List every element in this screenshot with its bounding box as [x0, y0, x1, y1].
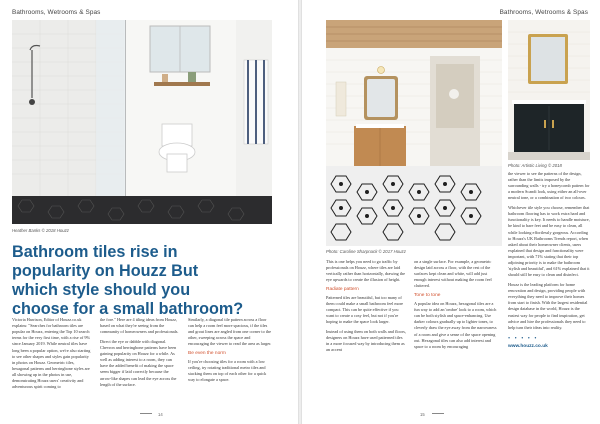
photo-caption: Heather Banks © 2018 Houzz: [12, 228, 69, 233]
photo-caption: Photo: Caroline Sharpnack © 2017 Houzz: [326, 249, 406, 254]
subheading: Be even the norm: [188, 351, 226, 357]
paragraph: This is one helps you need to go traffic by professionals on Houzz, where tiles are laid vertically rather than horizontally, drawing the eye upwards to create the illusion of height.: [326, 259, 406, 283]
paragraph: Patterned tiles are beautiful, but too many of them could make a small bathroom feel more compact. This can be quite effective if you want to create a cosy feel, but not if you're hoping to make the space look larger.: [326, 294, 404, 325]
running-head: Bathrooms, Wetrooms & Spas: [12, 9, 101, 16]
left-page: [0, 0, 298, 424]
article-column-1: [326, 259, 406, 357]
paragraph: on a single surface. For example, a geometric design laid across a floor, with the rest of the surfaces kept clean and white, will add just enough interest without making the room feel cluttered.: [414, 259, 492, 289]
article-column-3: [188, 317, 272, 387]
article-column-2: [414, 259, 498, 354]
folio-rule: [432, 413, 444, 414]
subheading: Radiate pattern: [326, 287, 359, 293]
bathroom-photo-illustration: [508, 20, 590, 160]
paragraph: A popular idea on Houzz, hexagonal tiles are a fun way to add an 'ombre' look to a room, which can be both stylish and space-enhancing. Use darker colours gradually up to lighter tones, to cleverly draw the eye away from the narrowness of a room and give a sense of the space opening out. Hexagonal tiles can also add interest and space to a room by encouraging: [414, 301, 497, 349]
right-page: [302, 0, 600, 424]
page-number: 14: [158, 412, 163, 417]
paragraph: Victoria Harrison, Editor of Houzz.co.uk explains: "Searches for bathroom tiles are popular on Houzz, entering the Top 10 search terms for the very first time, with a rise of 9% since January 2019. While neutral tiles have long been a popular option, we're also starting to see other shapes and styles gain popularity in photos on Houzz. Geometric tiles, hexagonal patterns and herringbone styles are all showing up in the photos in use, demonstrating Houzz users' creativity and adventurous spirit coming to: [12, 317, 91, 390]
bathroom-photo-hex-floor: [326, 20, 502, 246]
paragraph: Houzz is the leading platform for home renovation and design, providing people with everything they need to improve their homes from start to finish. With the largest residential design database in the world, Houzz is the easiest way for people to find inspiration, get advice and hire the professionals they need to help turn their ideas into reality.: [508, 282, 588, 330]
folio-rule: [140, 413, 152, 414]
page-number: 15: [420, 412, 425, 417]
subheading: Tone to tone: [414, 293, 441, 299]
bathroom-photo-white-tiles: [12, 20, 272, 224]
bathroom-photo-dark-vanity: [508, 20, 590, 160]
paragraph: the viewer to see the patterns of the design, rather than the limits imposed by the surrounding walls - try a honeycomb pattern for a modern Scandi look, using either an all-over neutral tone, or a combination of two colours.: [508, 171, 590, 201]
decorative-dots: • • • • •: [508, 335, 539, 342]
article-column-3: [508, 171, 590, 351]
photo-caption: Photo: Artistic Living © 2018: [508, 163, 562, 168]
paragraph: Instead of using them on both walls and floors, designers on Houzz have used patterned tiles in a more focused way by introducing them as an accent: [326, 329, 406, 353]
paragraph: the fore." Here are 4 tiling ideas from Houzz, based on what they're seeing from the community of homeowners and professionals.: [100, 317, 179, 335]
paragraph: Whichever tile style you choose, remember that bathroom flooring has to work extra hard and functionality is key. It needs to handle moisture, be kind to bare feet and be easy to clean, all while looking effortlessly gorgeous. According to Houzz's UK Bathrooms Trends report, when asked about their homeowner clients, users explained that design and functionality were important, with 71% stating that their top adjoining priority is to make the bathroom 'stylish and beautiful', and 61% explained that it should still be easy to clean and disinfect.: [508, 205, 590, 278]
bathroom-photo-illustration: [326, 20, 502, 246]
article-headline: Bathroom tiles rise in popularity on Houzz But which style should you choose for a small bathroom?: [12, 243, 244, 319]
paragraph: Direct the eye or dabble with diagonal. Chevron and herringbone patterns have been gaining popularity on Houzz for a while. As well as adding interest to a room, they can have the added benefit of making the space seem bigger if laid correctly because the arrow-like shapes can lead the eye across the length of the surface.: [100, 338, 177, 387]
running-head: Bathrooms, Wetrooms & Spas: [499, 9, 588, 16]
paragraph: Similarly, a diagonal tile pattern across a floor can help a room feel more spacious, if the tiles and grout lines are angled from one corner to the other, sweeping across the space and encouraging the viewer to read the area as larger.: [188, 317, 272, 347]
paragraph: If you're choosing tiles for a room with a low ceiling, try rotating traditional metro tiles and stacking them on top of each other for a quick way to elongate a space.: [188, 359, 267, 383]
article-column-1: [12, 317, 92, 394]
bathroom-photo-illustration: [12, 20, 272, 224]
article-column-2: [100, 317, 180, 391]
website-link[interactable]: www.houzz.co.uk: [508, 344, 548, 350]
